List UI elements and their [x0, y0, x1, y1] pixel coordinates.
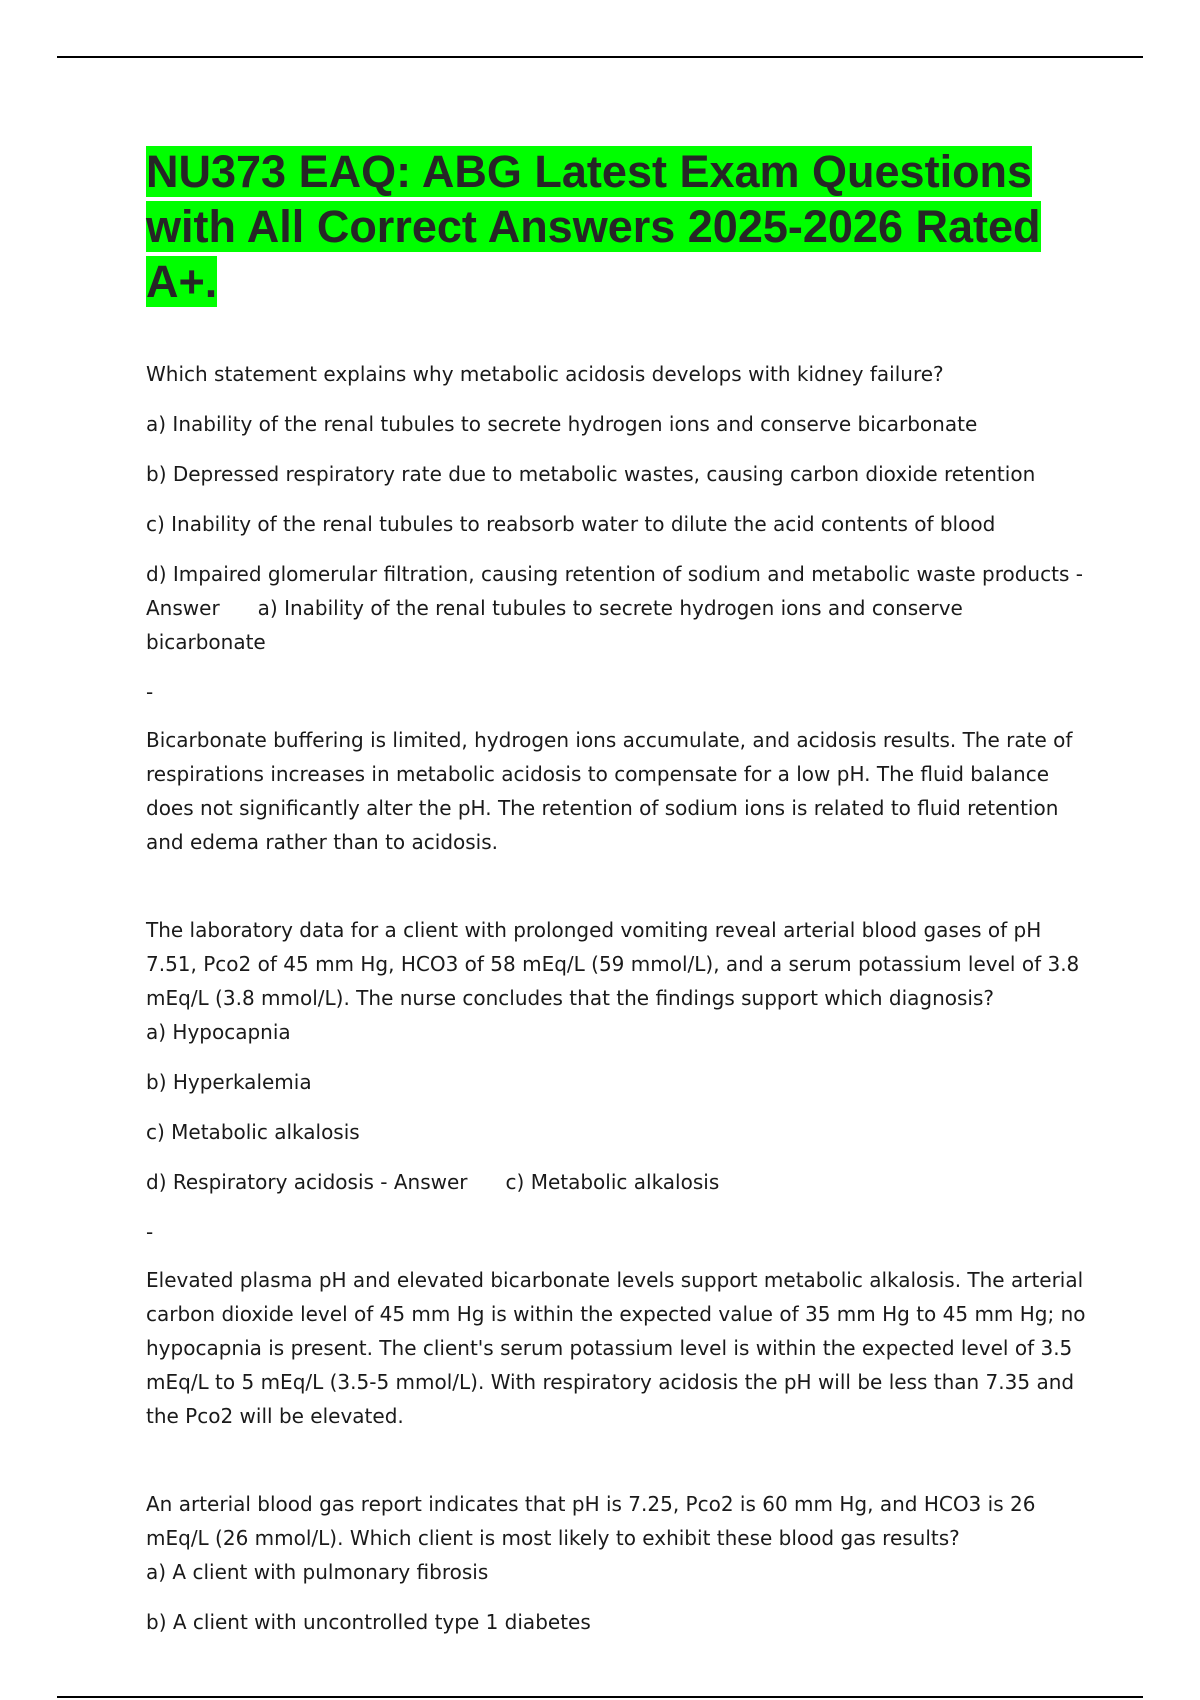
option-b: b) A client with uncontrolled type 1 diabetes: [146, 1610, 591, 1634]
correct-answer: c) Metabolic alkalosis: [505, 1170, 720, 1194]
option-d: d) Respiratory acidosis - Answer: [146, 1170, 468, 1194]
question-3: [146, 1487, 1086, 1639]
option-d-answer-line: [146, 1165, 1086, 1199]
answer-line: [146, 591, 1086, 659]
title-highlight: NU373 EAQ: ABG Latest Exam Questions with All Correct Answers 2025-2026 Rated A+.: [146, 146, 1041, 307]
rationale: Bicarbonate buffering is limited, hydrogen ions accumulate, and acidosis results. The rate of respirations increases in metabolic acidosis to compensate for a low pH. The fluid balance does not significantly alter the pH. The retention of sodium ions is related to fluid retention and edema rather than to acidosis.: [146, 728, 1073, 854]
question-stem: An arterial blood gas report indicates that pH is 7.25, Pco2 is 60 mm Hg, and HCO3 is 26 mEq/L (26 mmol/L). Which client is most likely to exhibit these blood gas results?: [146, 1492, 1036, 1550]
option-a: a) A client with pulmonary fibrosis: [146, 1560, 489, 1584]
option-a: a) Hypocapnia: [146, 1020, 291, 1044]
answer-label: Answer: [146, 596, 220, 620]
question-spacer: [146, 859, 1086, 913]
option-c: c) Inability of the renal tubules to reabsorb water to dilute the acid contents of blood: [146, 512, 996, 536]
separator-dash: -: [146, 680, 154, 704]
question-spacer: [146, 1433, 1086, 1487]
question-stem: Which statement explains why metabolic acidosis develops with kidney failure?: [146, 362, 944, 386]
question-2: [146, 913, 1086, 1433]
question-1: [146, 357, 1086, 859]
option-b: b) Hyperkalemia: [146, 1070, 312, 1094]
bottom-rule: [57, 1696, 1143, 1698]
correct-answer: a) Inability of the renal tubules to secrete hydrogen ions and conserve bicarbonate: [146, 596, 963, 654]
option-c: c) Metabolic alkalosis: [146, 1120, 360, 1144]
separator-dash: -: [146, 1220, 154, 1244]
option-d: d) Impaired glomerular filtration, causing retention of sodium and metabolic waste products -: [146, 562, 1083, 586]
top-rule: [57, 56, 1143, 58]
rationale: Elevated plasma pH and elevated bicarbonate levels support metabolic alkalosis. The arterial carbon dioxide level of 45 mm Hg is within the expected value of 35 mm Hg to 45 mm Hg; no hypocapnia is present. The client's serum potassium level is within the expected level of 3.5 mEq/L to 5 mEq/L (3.5-5 mmol/L). With respiratory acidosis the pH will be less than 7.35 and the Pco2 will be elevated.: [146, 1268, 1086, 1428]
document-title: [146, 144, 1086, 309]
document-body: [146, 144, 1086, 1655]
option-b: b) Depressed respiratory rate due to metabolic wastes, causing carbon dioxide retention: [146, 462, 1036, 486]
question-stem: The laboratory data for a client with prolonged vomiting reveal arterial blood gases of pH 7.51, Pco2 of 45 mm Hg, HCO3 of 58 mEq/L (59 mmol/L), and a serum potassium level of 3.8 mEq/L (3.8 mmol/L). The nurse concludes that the findings support which diagnosis?: [146, 918, 1080, 1010]
option-a: a) Inability of the renal tubules to secrete hydrogen ions and conserve bicarbonate: [146, 412, 978, 436]
